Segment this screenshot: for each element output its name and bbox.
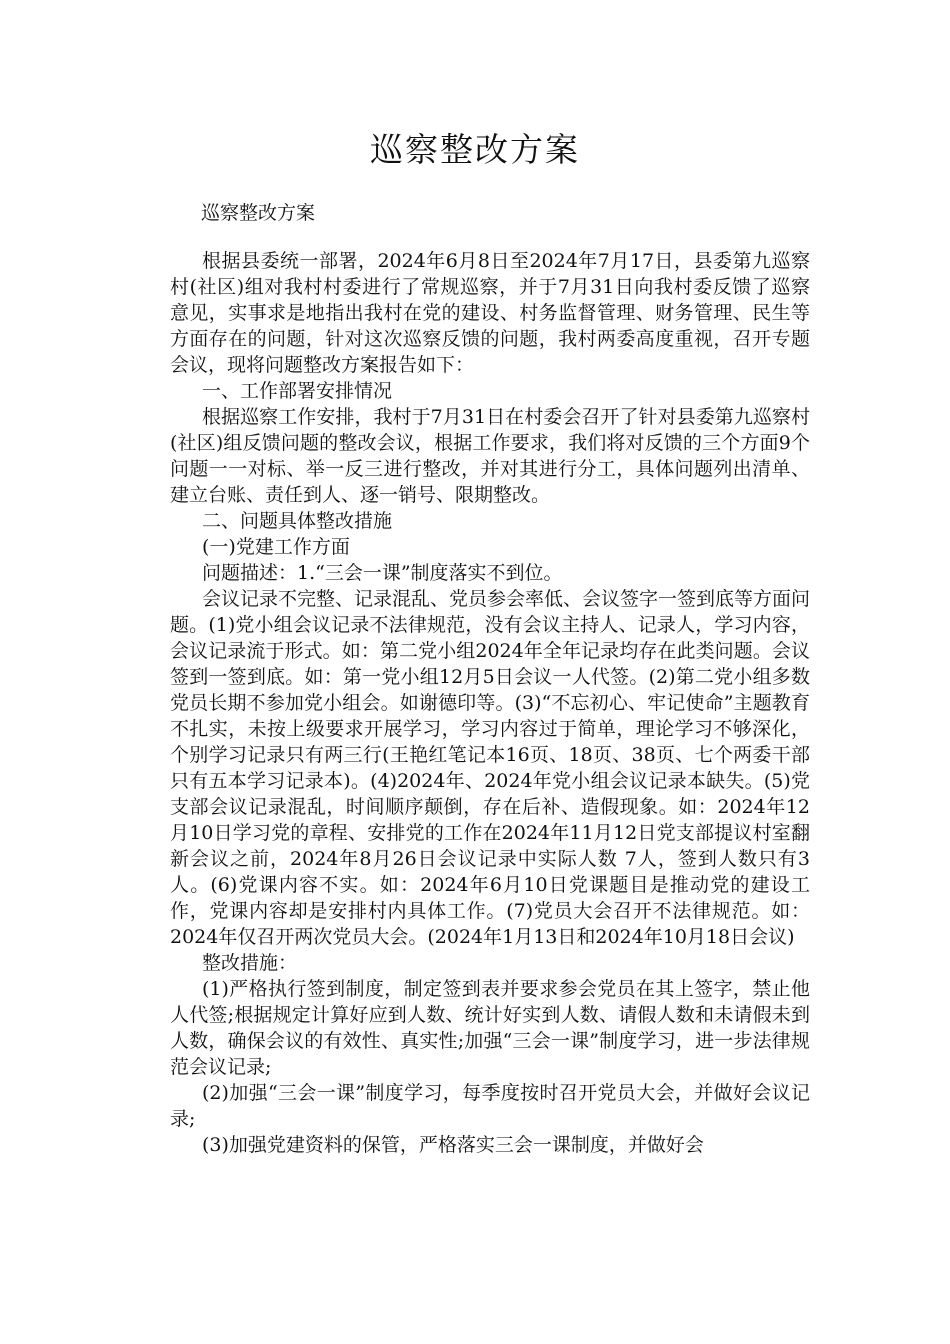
measure-item-1: (1)严格执行签到制度，制定签到表并要求参会党员在其上签字，禁止他人代签;根据规定计算好应到人数、统计好实到人数、请假人数和未请假未到人数，确保会议的有效性、真实性;加强“三会一课”制度学习，进一步法律规范会议记录; [170,978,810,1078]
document-body [170,248,810,1158]
heading-section-2: 二、问题具体整改措施 [202,510,393,532]
measure-item-3: (3)加强党建资料的保管，严格落实三会一课制度，并做好会 [202,1134,704,1156]
measure-item-2: (2)加强“三会一课”制度学习，每季度按时召开党员大会，并做好会议记录; [170,1082,810,1130]
problem-description: 问题描述：1.“三会一课”制度落实不到位。 [202,562,563,584]
paragraph-problem-detail: 会议记录不完整、记录混乱、党员参会率低、会议签字一签到底等方面问题。(1)党小组会议记录不法律规范，没有会议主持人、记录人，学习内容，会议记录流于形式。如：第二党小组2024年全年记录均存在此类问题。会议签到一签到底。如：第一党小组12月5日会议一人代签。(2)第二党小组多数党员长期不参加党小组会。如谢德印等。(3)“不忘初心、牢记使命”主题教育不扎实，未按上级要求开展学习，学习内容过于简单，理论学习不够深化，个别学习记录只有两三行(王艳红笔记本16页、18页、38页、七个两委干部只有五本学习记录本)。(4)2024年、2024年党小组会议记录本缺失。(5)党支部会议记录混乱，时间顺序颠倒，存在后补、造假现象。如：2024年12月10日学习党的章程、安排党的工作在2024年11月12日党支部提议村室翻新会议之前，2024年8月26日会议记录中实际人数 7人，签到人数只有3人。(6)党课内容不实。如：2024年6月10日党课题目是推动党的建设工作，党课内容却是安排村内具体工作。(7)党员大会召开不法律规范。如：2024年仅召开两次党员大会。(2024年1月13日和2024年10月18日会议) [170,588,811,948]
heading-measures: 整改措施： [202,952,298,974]
document-subtitle: 巡察整改方案 [201,202,316,224]
heading-subsection-1: (一)党建工作方面 [202,536,350,558]
heading-section-1: 一、工作部署安排情况 [202,380,393,402]
document-title: 巡察整改方案 [370,130,580,169]
paragraph-intro: 根据县委统一部署，2024年6月8日至2024年7月17日，县委第九巡察村(社区)组对我村村委进行了常规巡察，并于7月31日向我村委反馈了巡察意见，实事求是地指出我村在党的建设、村务监督管理、财务管理、民生等方面存在的问题，针对这次巡察反馈的问题，我村两委高度重视，召开专题会议，现将问题整改方案报告如下： [170,250,810,376]
paragraph-deployment: 根据巡察工作安排，我村于7月31日在村委会召开了针对县委第九巡察村(社区)组反馈问题的整改会议，根据工作要求，我们将对反馈的三个方面9个问题一一对标、举一反三进行整改，并对其进行分工，具体问题列出清单、建立台账、责任到人、逐一销号、限期整改。 [170,406,810,506]
